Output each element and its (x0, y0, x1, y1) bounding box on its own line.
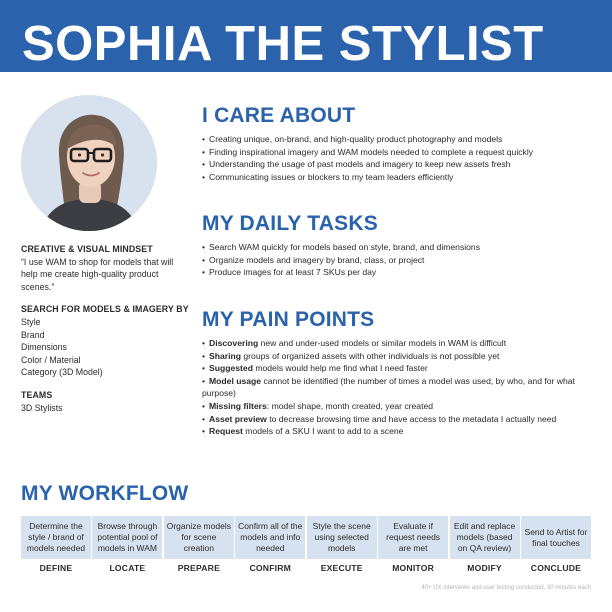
persona-details (21, 243, 191, 424)
mindset-section (21, 243, 191, 293)
woman-with-glasses-portrait-icon (21, 95, 157, 231)
daily-tasks-heading: MY DAILY TASKS (202, 212, 378, 235)
workflow-step-description: Edit and replace models (based on QA review) (450, 516, 520, 559)
mindset-label: CREATIVE & VISUAL MINDSET (21, 244, 153, 254)
daily-task-item: • Organize models and imagery by brand, class, or project (202, 254, 597, 267)
workflow-heading: MY WORKFLOW (21, 482, 189, 505)
workflow-step (450, 516, 520, 573)
pain-points-heading: MY PAIN POINTS (202, 308, 375, 331)
care-section (202, 103, 597, 183)
page-title: SOPHIA THE STYLIST (22, 17, 544, 71)
daily-tasks-section (202, 211, 597, 279)
pain-point-item: • Suggested models would help me find what I need faster (202, 362, 597, 375)
workflow-step (378, 516, 448, 573)
portrait-illustration (21, 95, 157, 231)
search-criteria-item: Brand (21, 329, 45, 340)
workflow-step-name: DEFINE (39, 563, 73, 573)
search-criteria-item: Color / Material (21, 354, 81, 365)
search-criteria-item: Category (3D Model) (21, 367, 103, 378)
care-heading: I CARE ABOUT (202, 104, 356, 127)
persona-quote: “I use WAM to shop for models that will help me create high-quality product scenes.” (21, 256, 174, 292)
workflow-step-description: Determine the style / brand of models needed (21, 516, 91, 559)
search-criteria-section (21, 303, 191, 379)
pain-points-section (202, 307, 597, 438)
workflow-step-name: PREPARE (177, 563, 220, 573)
pain-point-item: • Discovering new and under-used models or similar models in WAM is difficult (202, 337, 597, 350)
pain-point-item: • Sharing groups of organized assets with other individuals is not possible yet (202, 350, 597, 363)
workflow-step-description: Browse through potential pool of models in WAM (92, 516, 162, 559)
care-item: • Understanding the usage of past models and imagery to keep new assets fresh (202, 158, 597, 171)
workflow-step-description: Style the scene using selected models (307, 516, 377, 559)
workflow-step-name: CONCLUDE (530, 563, 582, 573)
workflow-step-description: Evaluate if request needs are met (378, 516, 448, 559)
teams-value: 3D Stylists (21, 402, 63, 413)
care-item: • Finding inspirational imagery and WAM models needed to complete a request quickly (202, 146, 597, 159)
search-criteria-item: Dimensions (21, 342, 67, 353)
workflow-steps (21, 516, 591, 573)
workflow-step-name: CONFIRM (249, 563, 292, 573)
workflow-step (92, 516, 162, 573)
workflow-step-description: Confirm all of the models and info needed (235, 516, 305, 559)
teams-label: TEAMS (21, 389, 53, 400)
workflow-step-name: LOCATE (109, 563, 146, 573)
workflow-step (164, 516, 234, 573)
search-criteria-label: SEARCH FOR MODELS & IMAGERY BY (21, 304, 189, 315)
workflow-step (521, 516, 591, 573)
pain-point-item: • Missing filters: model shape, month created, year created (202, 400, 597, 413)
daily-task-item: • Produce images for at least 7 SKUs per day (202, 266, 597, 279)
workflow-step (21, 516, 91, 573)
care-item: • Creating unique, on-brand, and high-quality product photography and models (202, 133, 597, 146)
teams-section (21, 389, 191, 414)
workflow-step-name: EXECUTE (320, 563, 363, 573)
workflow-step-name: MODIFY (467, 563, 502, 573)
care-item: • Communicating issues or blockers to my team leaders efficiently (202, 171, 597, 184)
pain-point-item: • Asset preview to decrease browsing time and have access to the metadata I actually need (202, 413, 597, 426)
workflow-step (307, 516, 377, 573)
workflow-step-name: MONITOR (392, 563, 435, 573)
pain-point-item: • Model usage cannot be identified (the number of times a model was used, by who, and for what purpose) (202, 375, 597, 400)
workflow-step-description: Organize models for scene creation (164, 516, 234, 559)
daily-task-item: • Search WAM quickly for models based on style, brand, and dimensions (202, 241, 597, 254)
workflow-step (235, 516, 305, 573)
research-footnote: 40+ UX interviews and user testing conducted, 30 minutes each (421, 585, 591, 591)
search-criteria-item: Style (21, 316, 41, 327)
title-banner (0, 0, 612, 72)
workflow-step-description: Send to Artist for final touches (521, 516, 591, 559)
pain-point-item: • Request models of a SKU I want to add to a scene (202, 425, 597, 438)
